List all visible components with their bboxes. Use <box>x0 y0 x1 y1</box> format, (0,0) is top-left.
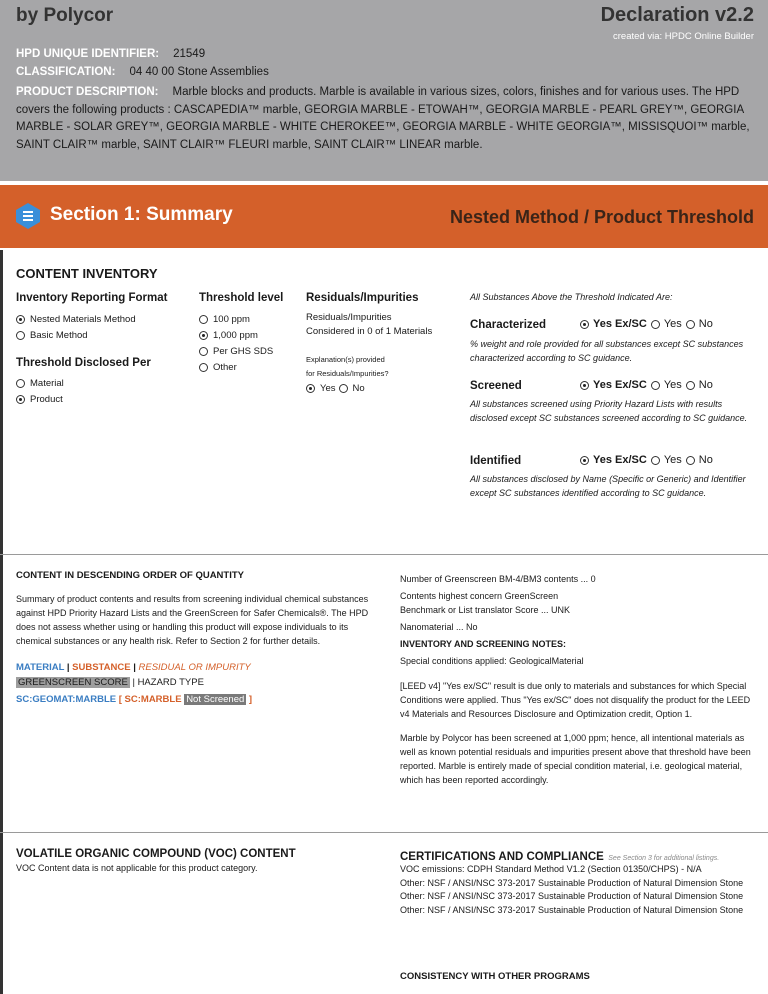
certification-other-2: Other: NSF / ANSI/NSC 373-2017 Sustainable Production of Natural Dimension Stone <box>400 891 744 901</box>
product-description <box>16 84 756 154</box>
brand-name: by Polycor <box>16 5 114 26</box>
legend-material: MATERIAL <box>16 662 65 673</box>
highest-line-2: Benchmark or List translator Score ... UNK <box>400 605 571 615</box>
legend-line-1: MATERIAL | SUBSTANCE | RESIDUAL OR IMPURITY <box>16 662 251 673</box>
legend-hazard: HAZARD TYPE <box>137 677 204 688</box>
product-description-value: Marble blocks and products. Marble is available in various sizes, colors, finishes and for various uses. The HPD covers the following products : CASCAPEDIA™ marble, GEORGIA MARBLE - ETOWAH™, GEORGIA MARBLE - PEARL GREY™, GEORGIA MARBLE - SOLAR GREY™, GEORGIA MARBLE - WHITE CHEROKEE™, GEORGIA MARBLE - WHITE GEORGIA™, MISSISQUOI™ marble, SAINT CLAIR™ marble, SAINT CLAIR™ FLEURI marble, SAINT CLAIR™ LINEAR marble. <box>16 86 750 151</box>
legend-substance: SUBSTANCE <box>72 662 131 673</box>
quantity-right-column <box>400 572 755 787</box>
content-inventory-heading: CONTENT INVENTORY <box>16 266 158 281</box>
residuals-line2: Considered in 0 of 1 Materials <box>306 326 433 337</box>
classification <box>16 66 269 78</box>
disclosed-option-material[interactable]: Material <box>16 375 64 391</box>
content-entry: SC:GEOMAT:MARBLE [ SC:MARBLE Not Screened ] <box>16 694 253 705</box>
declaration-version: Declaration v2.2 <box>600 4 754 26</box>
characterized-yes-exsc-radio[interactable] <box>580 320 589 329</box>
threshold-disclosed-options <box>16 375 64 407</box>
classification-value: 04 40 00 Stone Assemblies <box>129 66 269 78</box>
legend-line-2: GREENSCREEN SCORE | HAZARD TYPE <box>18 677 204 688</box>
explanation-line1: Explanation(s) provided <box>306 355 385 364</box>
identified-note: All substances disclosed by Name (Specific or Generic) and Identifier except SC substances identified according to SC guidance. <box>470 474 746 498</box>
radio-empty-icon[interactable] <box>16 331 25 340</box>
product-description-label: PRODUCT DESCRIPTION: <box>16 86 159 98</box>
notes-heading: INVENTORY AND SCREENING NOTES: <box>400 639 567 649</box>
characterized-yes-radio[interactable] <box>651 320 660 329</box>
radio-selected-icon[interactable] <box>16 395 25 404</box>
entry-material[interactable]: SC:GEOMAT:MARBLE <box>16 694 117 705</box>
identified-options: Yes Ex/SC Yes No <box>576 454 713 466</box>
identified-yes-radio[interactable] <box>651 456 660 465</box>
radio-empty-icon[interactable] <box>16 379 25 388</box>
consistency-heading: CONSISTENCY WITH OTHER PROGRAMS <box>400 971 590 982</box>
threshold-disclosed-heading: Threshold Disclosed Per <box>16 357 151 369</box>
entry-status-badge: Not Screened <box>186 694 245 705</box>
screened-note: All substances screened using Priority Hazard Lists with results disclosed except SC substances screened according to SC guidance. <box>470 399 748 423</box>
radio-empty-icon[interactable] <box>199 347 208 356</box>
explanation-line2: for Residuals/Impurities? <box>306 369 389 378</box>
entry-substance[interactable]: SC:MARBLE <box>124 694 182 705</box>
header-panel <box>0 0 768 183</box>
quantity-heading: CONTENT IN DESCENDING ORDER OF QUANTITY <box>16 570 245 581</box>
section-title: Section 1: Summary <box>50 204 233 225</box>
divider-quantity <box>0 832 768 833</box>
identified-no-radio[interactable] <box>686 456 695 465</box>
classification-label: CLASSIFICATION: <box>16 66 116 78</box>
characterized-no-radio[interactable] <box>686 320 695 329</box>
highest-line-1: Contents highest concern GreenScreen <box>400 591 559 601</box>
threshold-option-100[interactable]: 100 ppm <box>199 311 273 327</box>
certifications-see-note: See Section 3 for additional listings. <box>608 855 720 862</box>
explanation-options <box>306 380 365 396</box>
radio-selected-icon[interactable] <box>16 315 25 324</box>
threshold-option-other[interactable]: Other <box>199 359 273 375</box>
threshold-option-ghs[interactable]: Per GHS SDS <box>199 343 273 359</box>
marble-note: Marble by Polycor has been screened at 1,000 ppm; hence, all intentional materials as well as known potential residuals and impurities present above that threshold have been reported. Marble is entirely made of special condition material, i.e. geological material, which has been reported accordingly. <box>400 733 751 785</box>
certifications-list <box>400 863 755 917</box>
divider-inventory <box>0 554 768 555</box>
radio-empty-icon[interactable] <box>199 363 208 372</box>
explanation-no-label: No <box>352 382 365 394</box>
left-margin-rule <box>0 250 3 994</box>
explanation-yes-radio[interactable] <box>306 384 315 393</box>
voc-heading: VOLATILE ORGANIC COMPOUND (VOC) CONTENT <box>16 848 296 860</box>
voc-text: VOC Content data is not applicable for this product category. <box>16 863 258 873</box>
hpd-identifier-label: HPD UNIQUE IDENTIFIER: <box>16 48 160 60</box>
hpd-identifier-value: 21549 <box>173 48 206 60</box>
threshold-heading: Threshold level <box>199 292 284 304</box>
characterized-label: Characterized <box>470 319 547 331</box>
screened-label: Screened <box>470 380 522 392</box>
format-option-nested[interactable]: Nested Materials Method <box>16 311 136 327</box>
format-options <box>16 311 136 343</box>
threshold-option-1000[interactable]: 1,000 ppm <box>199 327 273 343</box>
radio-selected-icon[interactable] <box>199 331 208 340</box>
radio-empty-icon[interactable] <box>199 315 208 324</box>
disclosed-option-product[interactable]: Product <box>16 391 64 407</box>
characterized-note: % weight and role provided for all substances except SC substances characterized according to SC guidance. <box>470 339 744 363</box>
nano-line: Nanomaterial ... No <box>400 622 478 632</box>
created-via: created via: HPDC Online Builder <box>613 31 754 42</box>
certification-other-3: Other: NSF / ANSI/NSC 373-2017 Sustainable Production of Natural Dimension Stone <box>400 904 744 915</box>
list-hexagon-icon <box>15 202 41 230</box>
legend-residual: RESIDUAL OR IMPURITY <box>138 662 251 673</box>
voc-emissions-line: VOC emissions: CDPH Standard Method V1.2 (Section 01350/CHPS) - N/A <box>400 864 702 874</box>
section-method: Nested Method / Product Threshold <box>449 207 754 227</box>
explanation-no-radio[interactable] <box>339 384 348 393</box>
legend-greenscreen: GREENSCREEN SCORE <box>18 677 128 688</box>
characterized-options: Yes Ex/SC Yes No <box>576 318 713 330</box>
format-heading: Inventory Reporting Format <box>16 292 168 304</box>
certification-other-1: Other: NSF / ANSI/NSC 373-2017 Sustainable Production of Natural Dimension Stone <box>400 877 744 888</box>
screened-no-radio[interactable] <box>686 381 695 390</box>
above-threshold-note: All Substances Above the Threshold Indicated Are: <box>470 292 673 302</box>
format-option-basic[interactable]: Basic Method <box>16 327 136 343</box>
quantity-summary: Summary of product contents and results from screening individual chemical substances against HPD Priority Hazard Lists and the GreenScreen for Safer Chemicals®. The HPD does not assess whether using or handling this product will expose individuals to its chemical substances or any health risk. Refer to Section 2 for further details. <box>16 594 369 646</box>
leed-note: [LEED v4] "Yes ex/SC" result is due only to materials and substances for which Special Conditions were applied. Thus "Yes ex/SC" does not disqualify the product for the LEED v4 Materials and Resources Disclosure and Optimization credit, Option 1. <box>400 681 751 719</box>
special-conditions: Special conditions applied: GeologicalMaterial <box>400 656 584 666</box>
certifications-heading: CERTIFICATIONS AND COMPLIANCE <box>400 851 604 863</box>
hpd-identifier <box>16 48 205 60</box>
screened-yes-exsc-radio[interactable] <box>580 381 589 390</box>
section-banner <box>0 185 768 248</box>
screened-options: Yes Ex/SC Yes No <box>576 379 713 391</box>
residuals-heading: Residuals/Impurities <box>306 292 419 304</box>
threshold-options <box>199 311 273 375</box>
bm4-line: Number of Greenscreen BM-4/BM3 contents ... 0 <box>400 574 596 584</box>
identified-yes-exsc-radio[interactable] <box>580 456 589 465</box>
screened-yes-radio[interactable] <box>651 381 660 390</box>
residuals-line1: Residuals/Impurities <box>306 312 392 323</box>
explanation-yes-label: Yes <box>320 382 336 394</box>
identified-label: Identified <box>470 455 522 467</box>
